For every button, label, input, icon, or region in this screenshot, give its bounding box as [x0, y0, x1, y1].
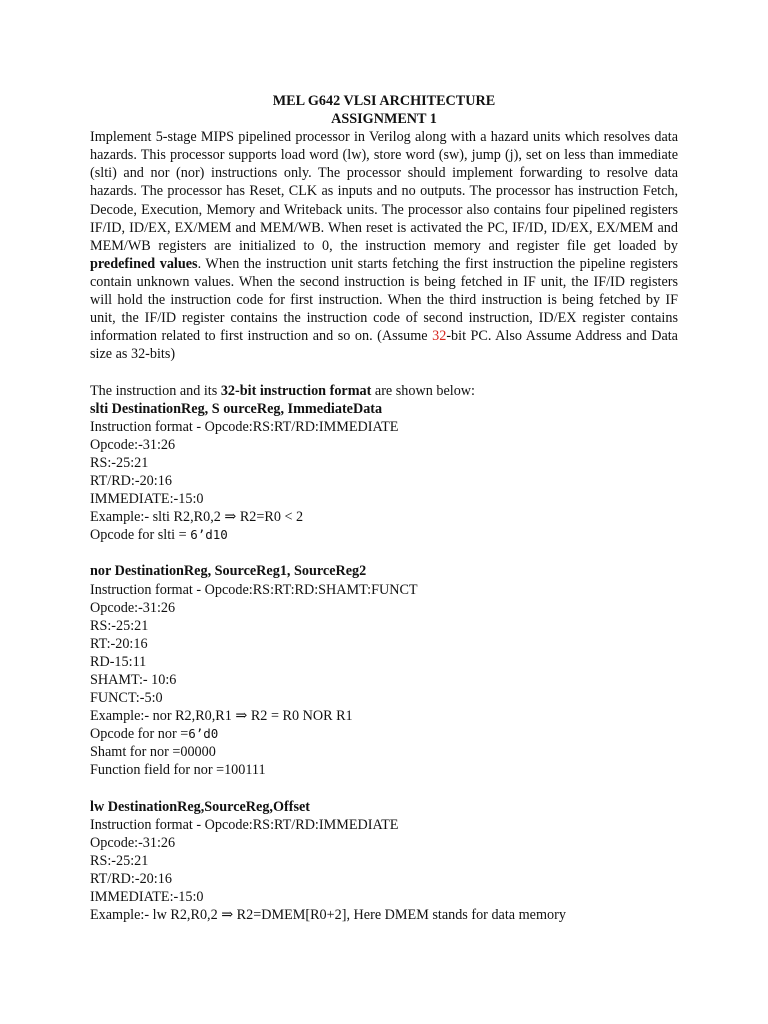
nor-funct-bits: FUNCT:-5:0 — [90, 690, 163, 707]
assignment-subtitle: ASSIGNMENT 1 — [331, 111, 437, 128]
lw-rs-bits: RS:-25:21 — [90, 852, 149, 869]
slti-example: Example:- slti R2,R0,2 ⇒ R2=R0 < 2 — [90, 509, 304, 526]
intro-text-2: . When the instruction unit starts fetching the first instruction the pipeline registers contain unknown values. When the second instruction is being fetched in IF unit, the IF/ID registers will hold the instruction code for first instruction. When the third instruction is being fetched by IF unit, the IF/ID register contains the instruction code of second instruction, ID/EX register contains information related to first instruction and so on. (Assume — [90, 255, 679, 345]
nor-opcode-line — [90, 725, 678, 743]
nor-opcode-value: 6’d0 — [188, 726, 219, 742]
nor-heading: nor DestinationReg, SourceReg1, SourceReg2 — [90, 563, 367, 580]
nor-example: Example:- nor R2,R0,R1 ⇒ R2 = R0 NOR R1 — [90, 708, 353, 725]
format-intro-post: are shown below: — [371, 382, 475, 399]
intro-red-text: 32 — [432, 328, 447, 345]
nor-shamt-bits: SHAMT:- 10:6 — [90, 672, 177, 688]
nor-opcode-label: Opcode for nor = — [90, 726, 189, 743]
lw-heading: lw DestinationReg,SourceReg,Offset — [90, 798, 311, 815]
spacer — [90, 780, 678, 798]
nor-rt-bits: RT:-20:16 — [90, 635, 148, 652]
nor-opcode-bits: Opcode:-31:26 — [90, 599, 176, 616]
slti-opcode-line — [90, 526, 678, 544]
slti-rs-bits: RS:-25:21 — [90, 454, 149, 471]
format-intro — [90, 382, 678, 400]
intro-bold-text: predefined values — [90, 255, 198, 272]
slti-heading: slti DestinationReg, S ourceReg, ImmediateData — [90, 400, 383, 417]
slti-opcode-bits: Opcode:-31:26 — [90, 436, 176, 453]
nor-funct-line: Function field for nor =100111 — [90, 762, 266, 779]
intro-text-1: Implement 5-stage MIPS pipelined processor in Verilog along with a hazard units which resolves data hazards. This processor supports load word (lw), store word (sw), jump (j), set on less than immediate (slti) and nor (nor) instructions only. The processor should implement forwarding to resolve data hazards. The processor has Reset, CLK as inputs and no outputs. The processor has instruction Fetch, Decode, Execution, Memory and Writeback units. The processor also contains four pipelined registers IF/ID, ID/EX, EX/MEM and MEM/WB. When reset is activated the PC, IF/ID, ID/EX, EX/MEM and MEM/WB registers are initialized to 0, the instruction memory and register file get loaded by — [90, 129, 678, 254]
nor-shamt-line: Shamt for nor =00000 — [90, 744, 216, 761]
lw-format-line: Instruction format - Opcode:RS:RT/RD:IMMEDIATE — [90, 816, 399, 833]
slti-opcode-value: 6’d10 — [190, 527, 228, 543]
document-page — [90, 92, 678, 924]
intro-paragraph — [90, 128, 678, 363]
intro-text-3: -bit PC. Also Assume Address and Data size as 32-bits) — [90, 328, 678, 363]
slti-format-line: Instruction format - Opcode:RS:RT/RD:IMMEDIATE — [90, 418, 399, 435]
lw-opcode-bits: Opcode:-31:26 — [90, 834, 176, 851]
lw-example: Example:- lw R2,R0,2 ⇒ R2=DMEM[R0+2], Here DMEM stands for data memory — [90, 907, 566, 924]
format-intro-pre: The instruction and its — [90, 382, 221, 399]
slti-rtrd-bits: RT/RD:-20:16 — [90, 472, 172, 489]
nor-rd-bits: RD-15:11 — [90, 653, 147, 670]
slti-opcode-label: Opcode for slti = — [90, 527, 191, 544]
nor-rs-bits: RS:-25:21 — [90, 617, 149, 634]
document-title: MEL G642 VLSI ARCHITECTURE — [272, 93, 496, 109]
lw-immediate-bits: IMMEDIATE:-15:0 — [90, 889, 204, 906]
slti-immediate-bits: IMMEDIATE:-15:0 — [90, 491, 204, 508]
format-intro-bold: 32-bit instruction format — [220, 382, 372, 399]
spacer — [90, 544, 678, 562]
spacer — [90, 363, 678, 381]
nor-format-line: Instruction format - Opcode:RS:RT:RD:SHAMT:FUNCT — [90, 581, 418, 598]
lw-rtrd-bits: RT/RD:-20:16 — [90, 871, 172, 888]
